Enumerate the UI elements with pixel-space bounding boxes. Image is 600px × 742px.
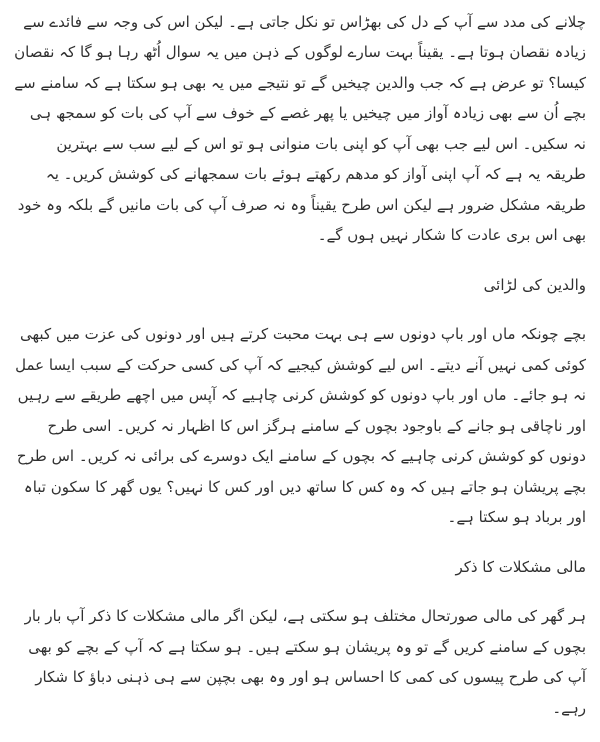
text-line: رہیں اور ناچاقی ہو جانے کے باوجود بچوں کے سامنے ہرگز اس کا اظہار نہ کریں۔ اسی طرح دونوں کو کوشش کرنی چاہیے کہ بچوں کے (17, 386, 586, 465)
text-line: بچے چونکہ ماں اور باپ دونوں سے ہی بہت محبت کرتے ہیں اور دونوں کی عزت میں کبھی کوئی کمی نہیں آنے دیتے۔ اس لیے کوشش (20, 325, 586, 374)
text-line: کی وجہ سے فائدے سے زیادہ نقصان ہوتا ہے۔ یقیناً بہت سارے لوگوں کے ذہن میں یہ سوال اُٹھ رہا ہو گا کہ نقصان کیسا؟ تو عرض (14, 12, 586, 92)
text-line: کہ آپ اپنی آواز کو مدھم رکھتے ہوئے بات سمجھانے کی کوشش کریں۔ یہ طریقہ مشکل ضرور ہے لیکن اس طرح یقیناً وہ نہ صرف (45, 165, 586, 214)
text-line: سامنے ایک دوسرے کی برائی نہ کریں۔ اس طرح بچے پریشان ہو جاتے ہیں کہ وہ کس کا ساتھ دیں اور کس کا نہیں؟ یوں گھر کا سکون (16, 447, 586, 496)
text-line: ہر گھر کی مالی صورتحال مختلف ہو سکتی ہے، لیکن اگر مالی مشکلات کا ذکر آپ بار بار بچوں کے سامنے کریں گے تو وہ پریشان ہو سکتے ہیں۔ (24, 607, 586, 656)
text-line: سے آپ کی بات کو سمجھ ہی نہ سکیں۔ اس لیے جب بھی آپ کو اپنی بات منوانی ہو تو اس کے لیے سب سے بہترین طریقہ یہ ہے (29, 104, 586, 183)
text-line: کیجیے کہ آپ کی کسی حرکت کے سبب ایسا عمل نہ ہو جائے۔ ماں اور باپ دونوں کو کوشش کرنی چاہیے کہ آپس میں اچھے طریقے سے (15, 355, 586, 404)
heading-financial-problems: مالی مشکلات کا ذکر (455, 557, 586, 576)
article-body (14, 0, 586, 742)
text-line: ہے کہ جب والدین چیخیں گے تو نتیجے میں یہ بھی ہو سکتا ہے کہ سامنے سے بچے اُن سے بھی زیادہ آواز میں چیخیں یا پھر غصے کے خوف (14, 73, 586, 122)
text-line: تباہ اور برباد ہو سکتا ہے۔ (23, 477, 586, 526)
paragraph-parents-fight (14, 319, 586, 533)
text-line: آپ کی بات مانیں گے بلکہ وہ خود بھی اس بری عادت کا شکار نہیں ہوں گے۔ (17, 195, 586, 244)
text-line: ہو سکتا ہے کہ آپ کے بچے کو بھی آپ کی طرح پیسوں کی کمی کا احساس ہو اور وہ بھی بچپن سے ہی ذہنی دباؤ کا شکار رہے۔ (28, 637, 586, 717)
paragraph-financial-problems (14, 601, 586, 723)
heading-parents-fight: والدین کی لڑائی (483, 275, 586, 294)
text-line: چلانے کی مدد سے آپ کے دل کی بھڑاس تو نکل جاتی ہے۔ لیکن اس (167, 12, 586, 31)
paragraph-top (14, 0, 586, 251)
